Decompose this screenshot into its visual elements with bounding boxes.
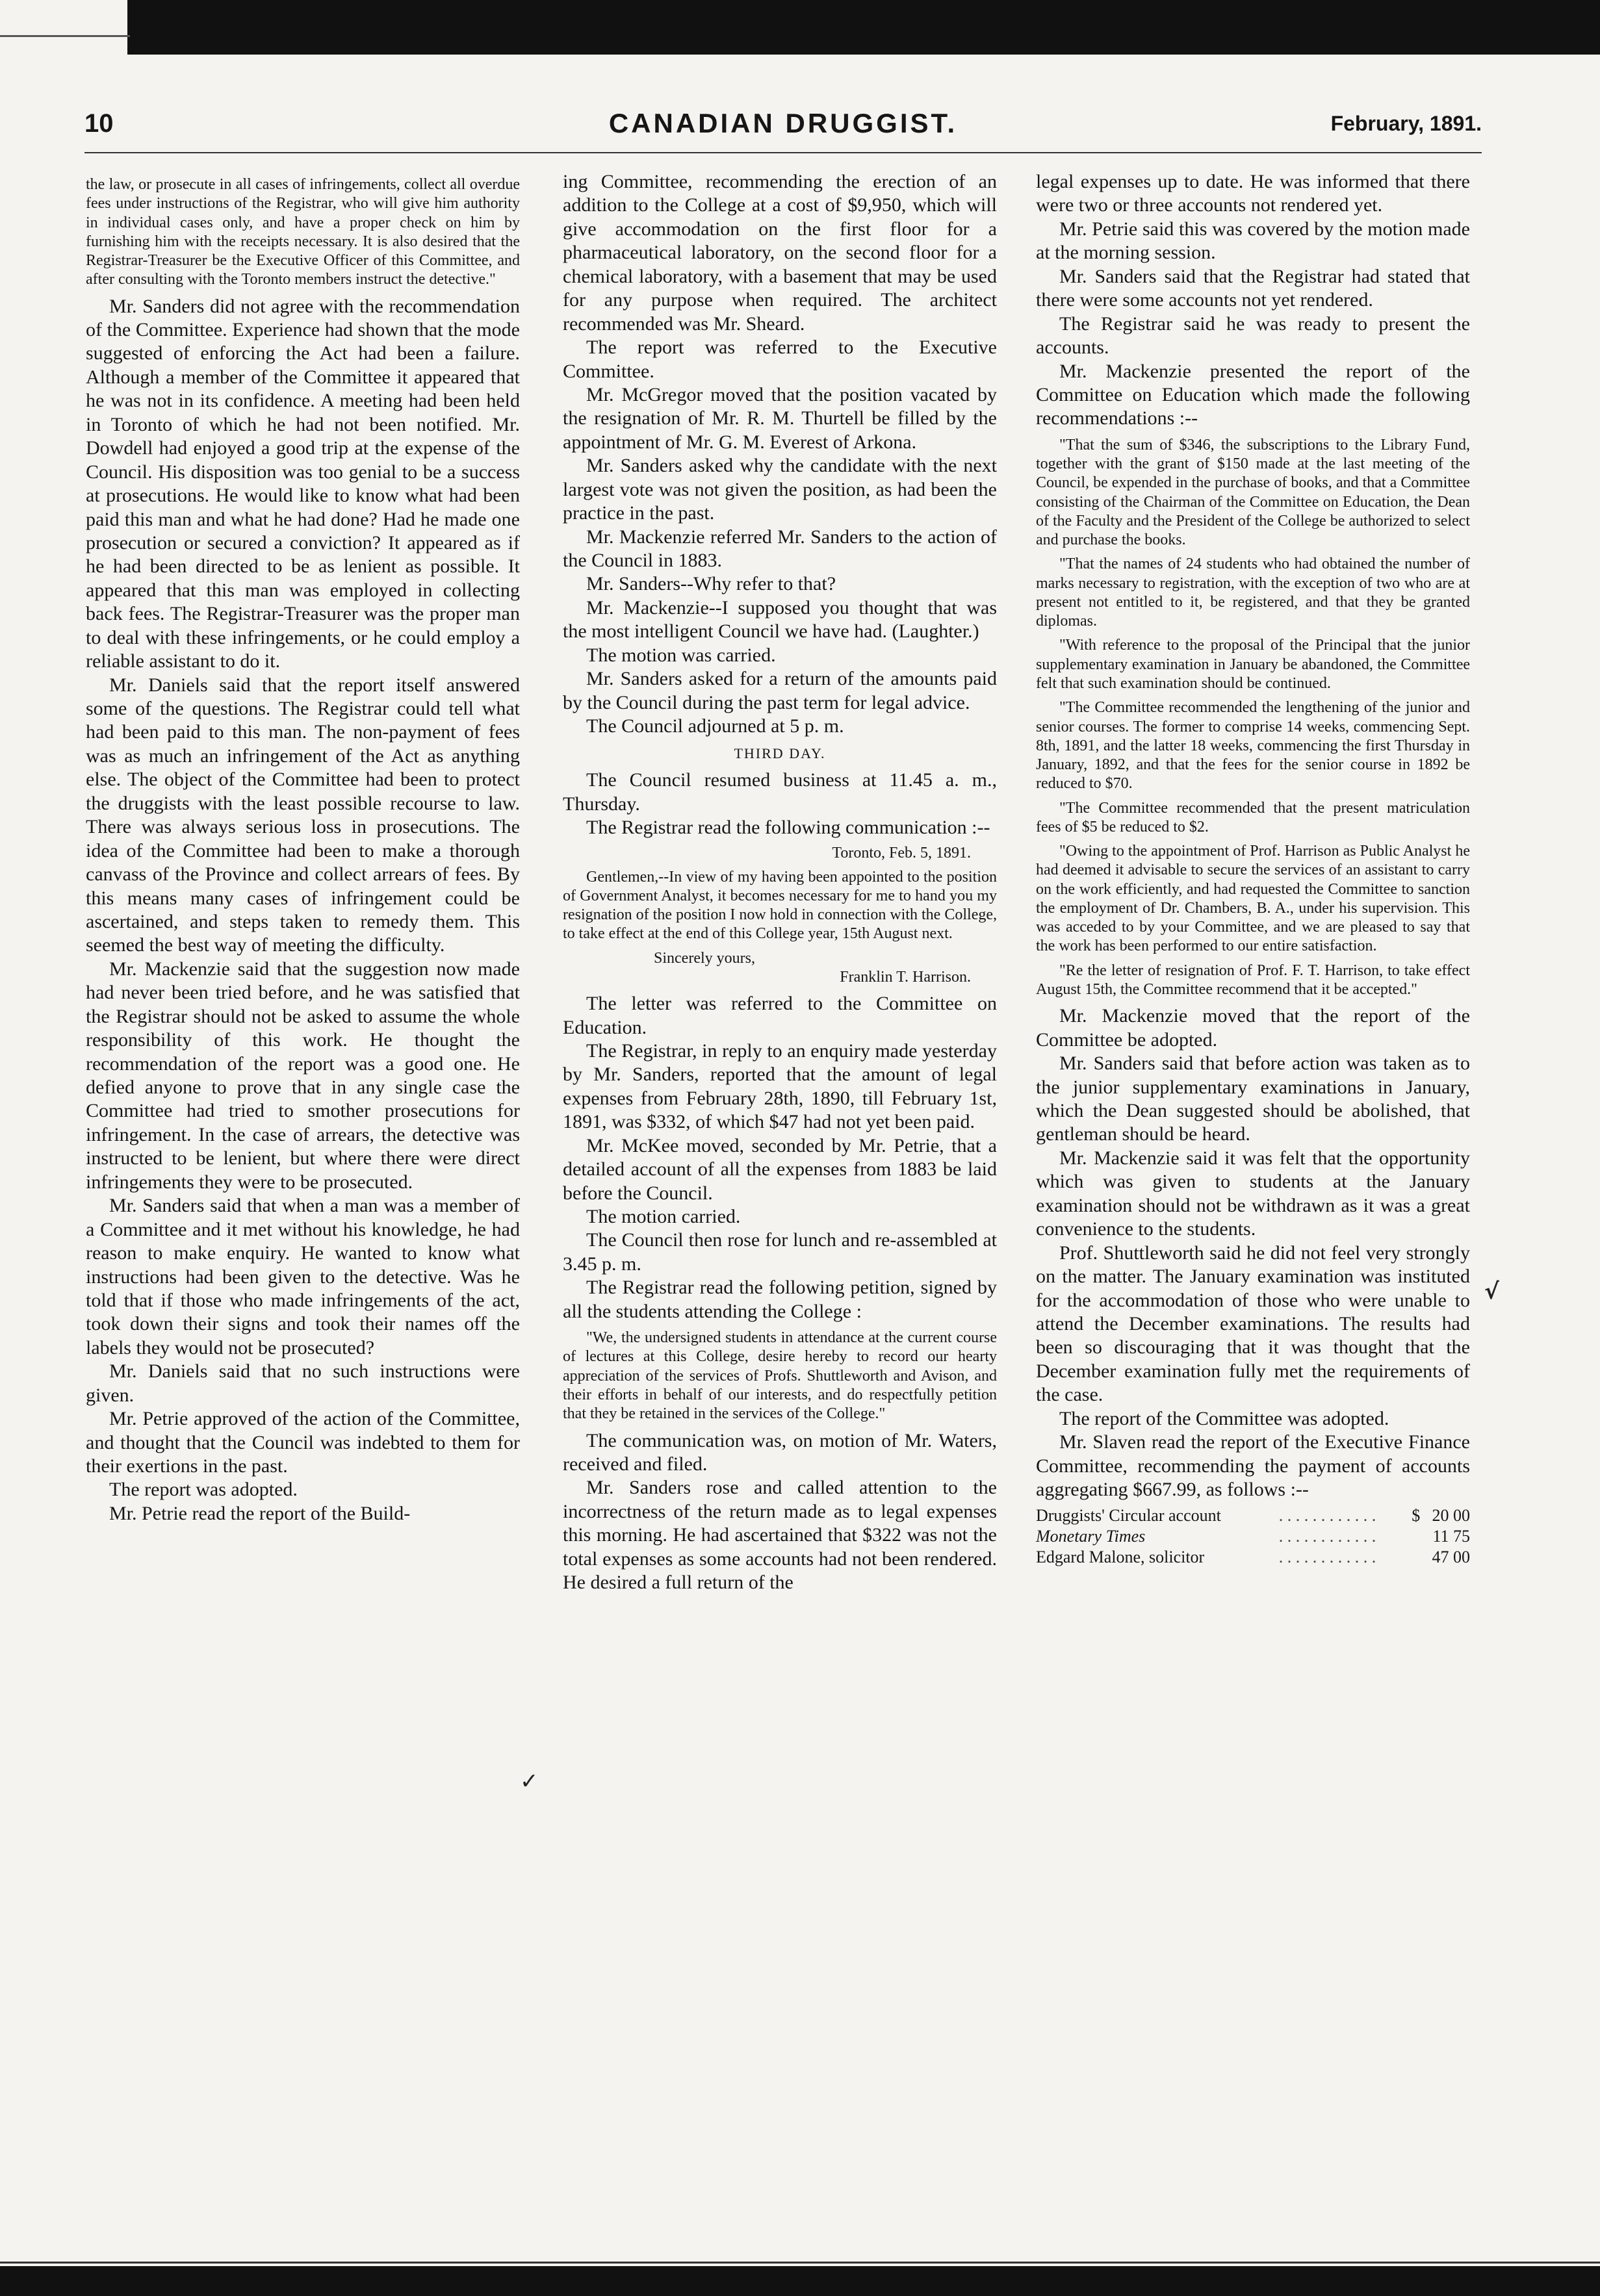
paragraph: Prof. Shuttleworth said he did not feel very strongly on the matter. The January examination was instituted for the accommodation of those who were unable to attend the December examinations. The results had been so discouraging that it was thought that the December examination fully met the requirements of the case. — [1036, 1242, 1470, 1406]
issue-date: February, 1891. — [1330, 112, 1482, 135]
paragraph: Mr. Mackenzie referred Mr. Sanders to the action of the Council in 1883. — [563, 526, 997, 571]
paragraph: The report was adopted. — [109, 1479, 298, 1501]
top-scan-line — [0, 35, 130, 37]
leader-dots: . . . . . . . . . . . . — [1278, 1547, 1376, 1566]
paragraph: The Registrar read the following communication :-- — [586, 817, 990, 839]
account-amount: 20 00 — [1432, 1506, 1470, 1525]
account-name: Monetary Times — [1036, 1527, 1146, 1546]
paragraph: The report was referred to the Executive Committee. — [563, 337, 997, 382]
account-name: Edgard Malone, solicitor — [1036, 1547, 1205, 1566]
recommendation: "The Committee recommended the lengthening of the junior and senior courses. The former to comprise 14 weeks, commencing Sept. 8th, 1891, and the latter 18 weeks, commencing the first Thursday in January, 1892, and that the fees for the senior course in 1892 be reduced to $70. — [1036, 699, 1470, 793]
letter-dateline: Toronto, Feb. 5, 1891. — [832, 844, 971, 861]
paragraph: Mr. Sanders asked for a return of the amounts paid by the Council during the past term for legal advice. — [563, 668, 997, 713]
handwritten-check-mark: √ — [1484, 1279, 1499, 1305]
paragraph: Mr. Sanders did not agree with the recommendation of the Committee. Experience had shown that the mode suggested of enforcing the Act had been a failure. Although a member of the Committee it appeared that he was not in its confidence. A meeting had been held in Toronto of which he had not been notified. Mr. Dowdell had enjoyed a good trip at the expense of the Council. His disposition was too genial to be a success at prosecutions. He would like to know what had been paid this man and what he had done? Had he made one prosecution or secured a conviction? It appeared as if he had been directed to be as lenient as possible. It appeared that this man was employed in collecting back fees. The Registrar-Treasurer was the proper man to deal with these infringements, or he could employ a reliable assistant to do it. — [86, 295, 520, 672]
paragraph: Mr. McGregor moved that the position vacated by the resignation of Mr. R. M. Thurtell be filled by the appointment of Mr. G. M. Everest of Arkona. — [563, 383, 997, 453]
paragraph: Mr. Petrie read the report of the Build- — [109, 1502, 411, 1524]
paragraph: The Council resumed business at 11.45 a. m., Thursday. — [563, 769, 997, 815]
paragraph: Mr. Sanders said that when a man was a member of a Committee and it met without his knowledge, he had reason to make enquiry. He wanted to know what instructions had been given to the detective. Was he told that if those who made infringements of the act, took down their signs and took their names off the labels they would not be prosecuted? — [86, 1195, 520, 1358]
petition-quote: "We, the undersigned students in attendance at the current course of lectures at this College, desire hereby to record our hearty appreciation of the services of Profs. Shuttleworth and Avison, and their efforts in behalf of our interests, and do respectfully petition that they be retained in the services of the College." — [563, 1329, 997, 1423]
paragraph: ing Committee, recommending the erection of an addition to the College at a cost of $9,950, which will give accommodation on the first floor for a pharmaceutical laboratory, on the second floor for a chemical laboratory, with a basement that may be used for any purpose when required. The architect recommended was Mr. Sheard. — [563, 171, 997, 335]
paragraph: Mr. Mackenzie moved that the report of the Committee be adopted. — [1036, 1005, 1470, 1051]
account-name: Druggists' Circular account — [1036, 1506, 1221, 1525]
paragraph: Mr. Sanders said that before action was taken as to the junior supplementary examinations in January, which the Dean suggested should be abolished, that gentleman should be heard. — [1036, 1052, 1470, 1145]
paragraph: The Council then rose for lunch and re-assembled at 3.45 p. m. — [563, 1229, 997, 1275]
paragraph: the law, or prosecute in all cases of infringements, collect all overdue fees under instructions of the Registrar, who will give him authority in individual cases only, and have a proper check on him by furnishing him with the receipts necessary. It is also desired that the Registrar-Treasurer be the Executive Officer of this Committee, and after consulting with the Toronto members instruct the detective." — [86, 176, 520, 288]
column-2 — [563, 170, 997, 1595]
paragraph: The Council adjourned at 5 p. m. — [586, 715, 844, 737]
paragraph: The motion carried. — [586, 1206, 741, 1227]
paragraph: Mr. Petrie said this was covered by the motion made at the morning session. — [1036, 218, 1470, 264]
paragraph: The communication was, on motion of Mr. Waters, received and filed. — [563, 1429, 997, 1475]
account-currency — [1409, 1526, 1420, 1547]
account-currency: $ — [1412, 1506, 1421, 1525]
paragraph: Mr. Sanders rose and called attention to the incorrectness of the return made as to legal expenses this morning. He had ascertained that $322 was not the total expenses as some accounts had not been rendered. He desired a full return of the — [563, 1477, 997, 1594]
paragraph: Mr. Mackenzie--I supposed you thought that was the most intelligent Council we have had. (Laughter.) — [563, 596, 997, 643]
letter-signature: Franklin T. Harrison. — [840, 968, 971, 986]
journal-title: CANADIAN DRUGGIST. — [608, 108, 958, 138]
recommendation: "That the names of 24 students who had obtained the number of marks necessary to registration, with the exception of two who are at present not entitled to it, be registered, and that they be granted diplomas. — [1036, 555, 1470, 630]
leader-dots: . . . . . . . . . . . . — [1278, 1527, 1376, 1546]
paragraph: Mr. Sanders asked why the candidate with the next largest vote was not given the position, as had been the practice in the past. — [563, 455, 997, 524]
recommendation: "Owing to the appointment of Prof. Harrison as Public Analyst he had deemed it advisable to secure the services of an assistant to carry on the work efficiently, and had requested the Committee to sanction the employment of Dr. Chambers, B. A., under his supervision. This was acceded to by your Committee, and we are pleased to say that the work has been performed to our entire satisfaction. — [1036, 843, 1470, 955]
paragraph: Mr. Mackenzie presented the report of the Committee on Education which made the following recommendations :-- — [1036, 360, 1470, 429]
bottom-scan-border — [0, 2266, 1600, 2296]
paragraph: legal expenses up to date. He was informed that there were two or three accounts not rendered yet. — [1036, 171, 1470, 216]
header-rule — [84, 152, 1482, 153]
paragraph: Mr. Slaven read the report of the Executive Finance Committee, recommending the payment of accounts aggregating $667.99, as follows :-- — [1036, 1431, 1470, 1500]
paragraph: Mr. Daniels said that no such instructions were given. — [86, 1360, 520, 1406]
leader-dots: . . . . . . . . . . . . — [1278, 1506, 1376, 1525]
account-amount: 11 75 — [1432, 1527, 1470, 1546]
letter-body: Gentlemen,--In view of my having been appointed to the position of Government Analyst, it becomes necessary for me to hand you my resignation of the position I now hold in connection with the College, to take effect at the end of this College year, 15th August next. — [563, 868, 997, 943]
bottom-scan-line — [0, 2262, 1600, 2264]
paragraph: Mr. Sanders--Why refer to that? — [586, 573, 836, 595]
paragraph: The Registrar said he was ready to present the accounts. — [1036, 313, 1470, 359]
column-1 — [86, 170, 520, 1525]
paragraph: The Registrar, in reply to an enquiry made yesterday by Mr. Sanders, reported that the amount of legal expenses from February 28th, 1890, till February 1st, 1891, was $332, of which $47 had not yet been paid. — [563, 1040, 997, 1133]
column-3 — [1036, 170, 1470, 1567]
table-row — [1036, 1505, 1470, 1526]
letter-closing: Sincerely yours, — [654, 949, 755, 967]
handwritten-check-mark: ✓ — [520, 1768, 539, 1794]
paragraph: Mr. Petrie approved of the action of the Committee, and thought that the Council was indebted to them for their exertions in the past. — [86, 1408, 520, 1477]
recommendation: "The Committee recommended that the present matriculation fees of $5 be reduced to $2. — [1036, 799, 1470, 835]
paragraph: The report of the Committee was adopted. — [1059, 1407, 1389, 1429]
recommendation: "Re the letter of resignation of Prof. F. T. Harrison, to take effect August 15th, the Committee recommend that it be accepted." — [1036, 962, 1470, 998]
paragraph: The Registrar read the following petition, signed by all the students attending the College : — [563, 1277, 997, 1322]
table-row — [1036, 1547, 1470, 1568]
paragraph: Mr. McKee moved, seconded by Mr. Petrie, that a detailed account of all the expenses from 1883 be laid before the Council. — [563, 1134, 997, 1204]
paragraph: The motion was carried. — [586, 644, 776, 666]
paragraph: Mr. Mackenzie said that the suggestion now made had never been tried before, and he was satisfied that the Registrar should not be asked to assume the whole responsibility of this work. He thought the recommendation of the report was a good one. He defied anyone to prove that in any single case the Committee had tried to smother prosecutions for infringement. In the case of arrears, the detective was instructed to be lenient, but where there were direct infringements they were to be prosecuted. — [86, 958, 520, 1193]
running-header — [84, 109, 1482, 148]
paragraph: Mr. Daniels said that the report itself answered some of the questions. The Registrar could tell what had been paid to this man. The non-payment of fees was as much an infringement of the Act as anything else. The object of the Committee had been to protect the druggists with the least possible recourse to law. There was always serious loss in prosecutions. The idea of the Committee had been to make a thorough canvass of the Province and collect arrears of fees. By this means many cases of infringement could be ascertained, and steps taken to remedy them. This seemed the best way of meeting the difficulty. — [86, 674, 520, 956]
accounts-table — [1036, 1505, 1470, 1567]
section-heading: THIRD DAY. — [734, 745, 826, 761]
paragraph: Mr. Sanders said that the Registrar had stated that there were some accounts not yet rendered. — [1036, 265, 1470, 311]
paragraph: Mr. Mackenzie said it was felt that the opportunity which was given to students at the January examination should not be withdrawn as it was a great convenience to the students. — [1036, 1147, 1470, 1240]
recommendation: "With reference to the proposal of the Principal that the junior supplementary examination in January be abandoned, the Committee felt that such examination should be continued. — [1036, 637, 1470, 692]
top-scan-border — [127, 0, 1600, 55]
account-amount: 47 00 — [1432, 1547, 1470, 1566]
table-row — [1036, 1526, 1470, 1547]
recommendation: "That the sum of $346, the subscriptions to the Library Fund, together with the grant of $150 made at the last meeting of the Council, be expended in the purchase of books, and that a Committee consisting of the Chairman of the Committee on Education, the Dean of the Faculty and the President of the College be authorized to select and purchase the books. — [1036, 436, 1470, 549]
page-number: 10 — [84, 109, 114, 138]
account-currency — [1409, 1547, 1420, 1568]
paragraph: The letter was referred to the Committee on Education. — [563, 993, 997, 1038]
